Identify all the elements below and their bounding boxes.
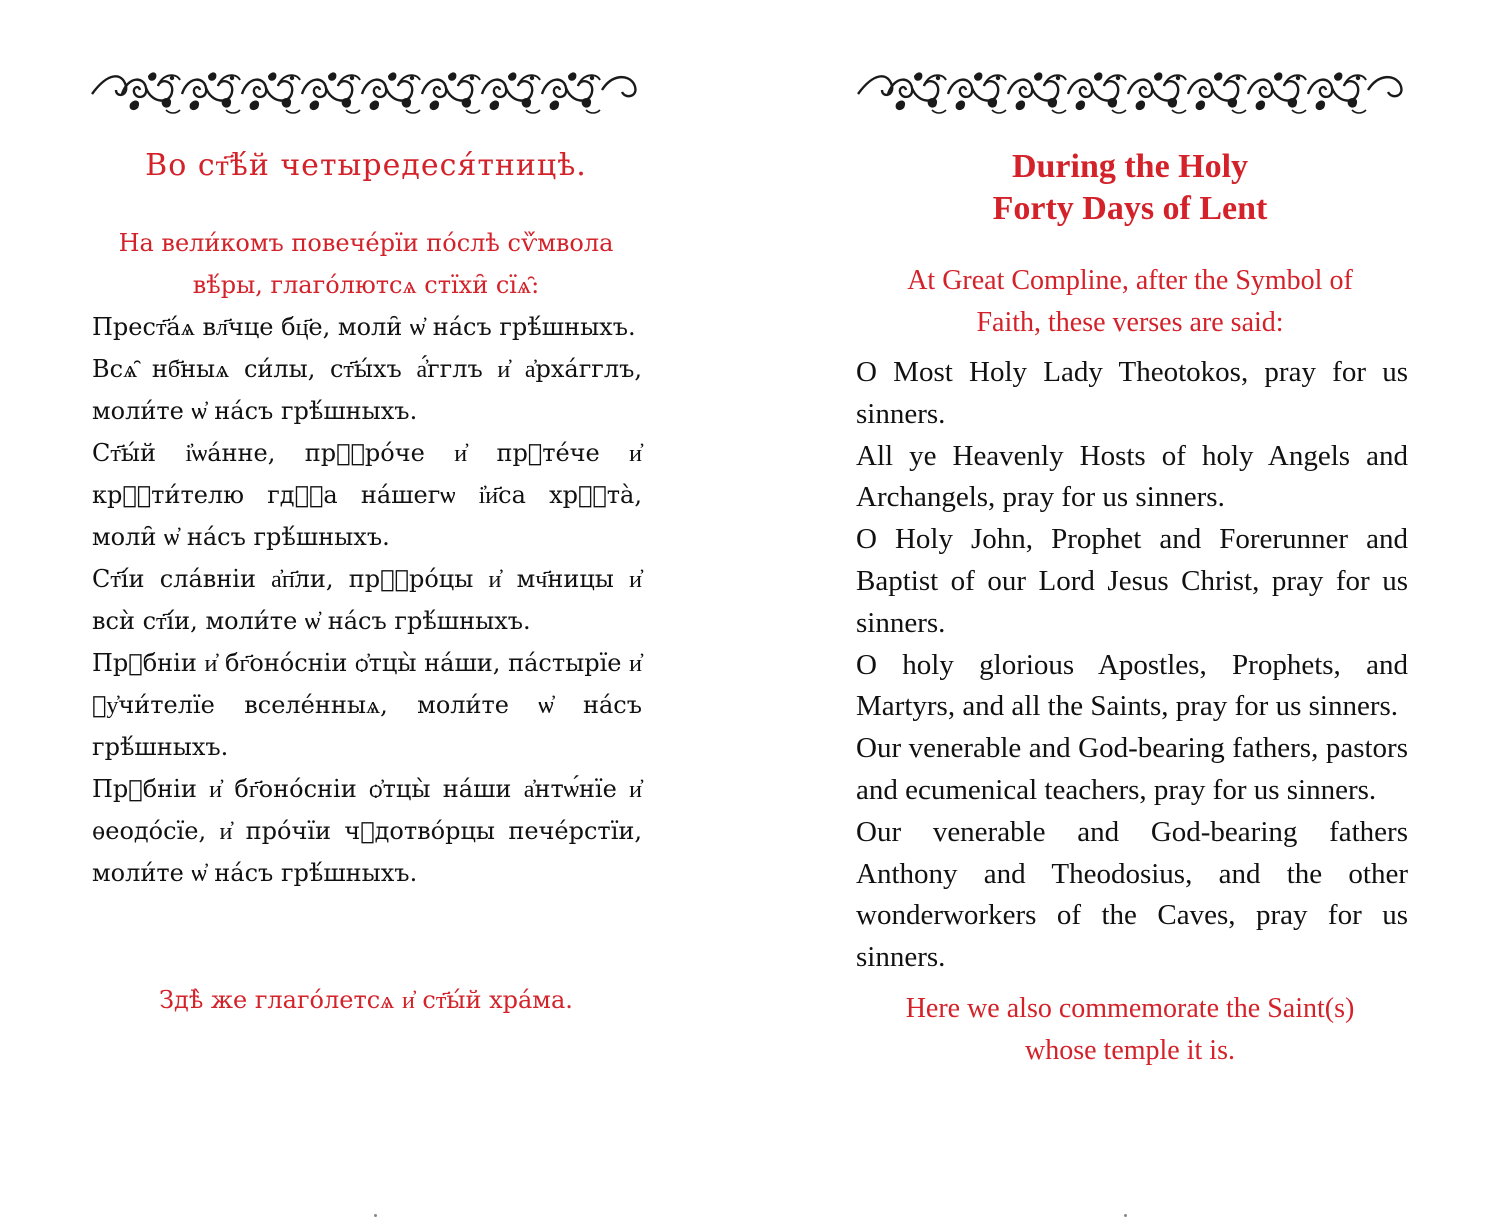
cs-title: Во ст҃ѣ́й четыредеся́тницѣ.: [145, 148, 587, 183]
cs-footer-rubric: Здѣ̀ же глаго́летсѧ и҆ ст҃ы́й хра́ма.: [159, 986, 573, 1014]
en-verse: O Most Holy Lady Theotokos, pray for us sinners.: [856, 356, 1408, 430]
en-verse: Our venerable and God-bearing fathers, pastors and ecumenical teachers, pray for us sinners.: [856, 732, 1408, 806]
en-title-line: During the Holy: [1011, 148, 1249, 185]
page-mark: [1124, 1214, 1127, 1217]
en-title: [850, 146, 1410, 230]
en-rubric-line: At Great Compline, after the Symbol of: [907, 265, 1353, 296]
floral-headpiece-icon: [854, 70, 1410, 118]
cs-verse: Всѧ̑ нб҃ныѧ си́лы, ст҃ы́хъ а҆́гглъ и҆ а҆рха́гглъ, моли́те ѡ҆ на́съ грѣ́шныхъ.: [92, 355, 642, 425]
en-footer-line: whose temple it is.: [1025, 1035, 1235, 1066]
cs-rubric: [100, 222, 632, 306]
en-footer-rubric: [850, 988, 1410, 1072]
cs-verse: Ст҃і́и сла́вніи а҆п҃ли, прⷪ҇ро́цы и҆ мч҃ницы и҆ всѝ ст҃і́и, моли́те ѡ҆ на́съ грѣ́шныхъ.: [92, 565, 642, 635]
cs-rubric-line: На вели́комъ повече́рїи по́слѣ сѷ́мвола: [118, 229, 614, 257]
cs-verse: Прⷣбніи и҆ бг҃оно́сніи ѻ҆тцы̀ на́ши а҆нтѡ́нїе и҆ ѳеодо́сїе, и҆ про́чїи чꙋдотво́рцы пече́рстїи, моли́те ѡ҆ на́съ грѣ́шныхъ.: [92, 775, 642, 887]
right-page: [750, 0, 1500, 1227]
cs-verses: [92, 306, 642, 894]
en-title-line: Forty Days of Lent: [992, 190, 1268, 227]
en-rubric-line: Faith, these verses are said:: [976, 307, 1284, 338]
en-verse: All ye Heavenly Hosts of holy Angels and Archangels, pray for us sinners.: [856, 439, 1408, 514]
en-footer-line: Here we also commemorate the Saint(s): [905, 993, 1355, 1024]
en-rubric: [850, 260, 1410, 344]
floral-headpiece-icon: [88, 70, 644, 118]
cs-verse: Ст҃ы́й і҆ѡа́нне, прⷪ҇ро́че и҆ прⷣте́че и҆ крⷭ҇ти́телю гдⷭ҇а на́шегѡ і҆и҃са хрⷭ҇та̀, моли̑ ѡ҆ на́съ грѣ́шныхъ.: [92, 439, 642, 551]
en-verse: O Holy John, Prophet and Forerunner and Baptist of our Lord Jesus Christ, pray for us sinners.: [856, 523, 1408, 639]
en-verse: O holy glorious Apostles, Prophets, and Martyrs, and all the Saints, pray for us sinners.: [856, 648, 1408, 723]
en-verses: [856, 352, 1408, 979]
cs-rubric-line: вѣ́ры, глаго́лютсѧ стїхи̑ сїѧ̑:: [192, 271, 540, 299]
cs-verse: Прест҃а́ѧ вл҃чце бц҃е, моли̑ ѡ҆ на́съ грѣ́шныхъ.: [92, 313, 636, 341]
page-mark: [374, 1214, 377, 1217]
en-verse: Our venerable and God-bearing fathers Anthony and Theodosius, and the other wonderworkers of the Caves, pray for us sinners.: [856, 815, 1408, 974]
cs-verse: Прⷣбніи и҆ бг҃оно́сніи ѻ҆тцы̀ на́ши, па́стырїе и҆ ᲂу҆чи́телїе вселе́нныѧ, моли́те ѡ҆ на́съ грѣ́шныхъ.: [92, 649, 642, 761]
